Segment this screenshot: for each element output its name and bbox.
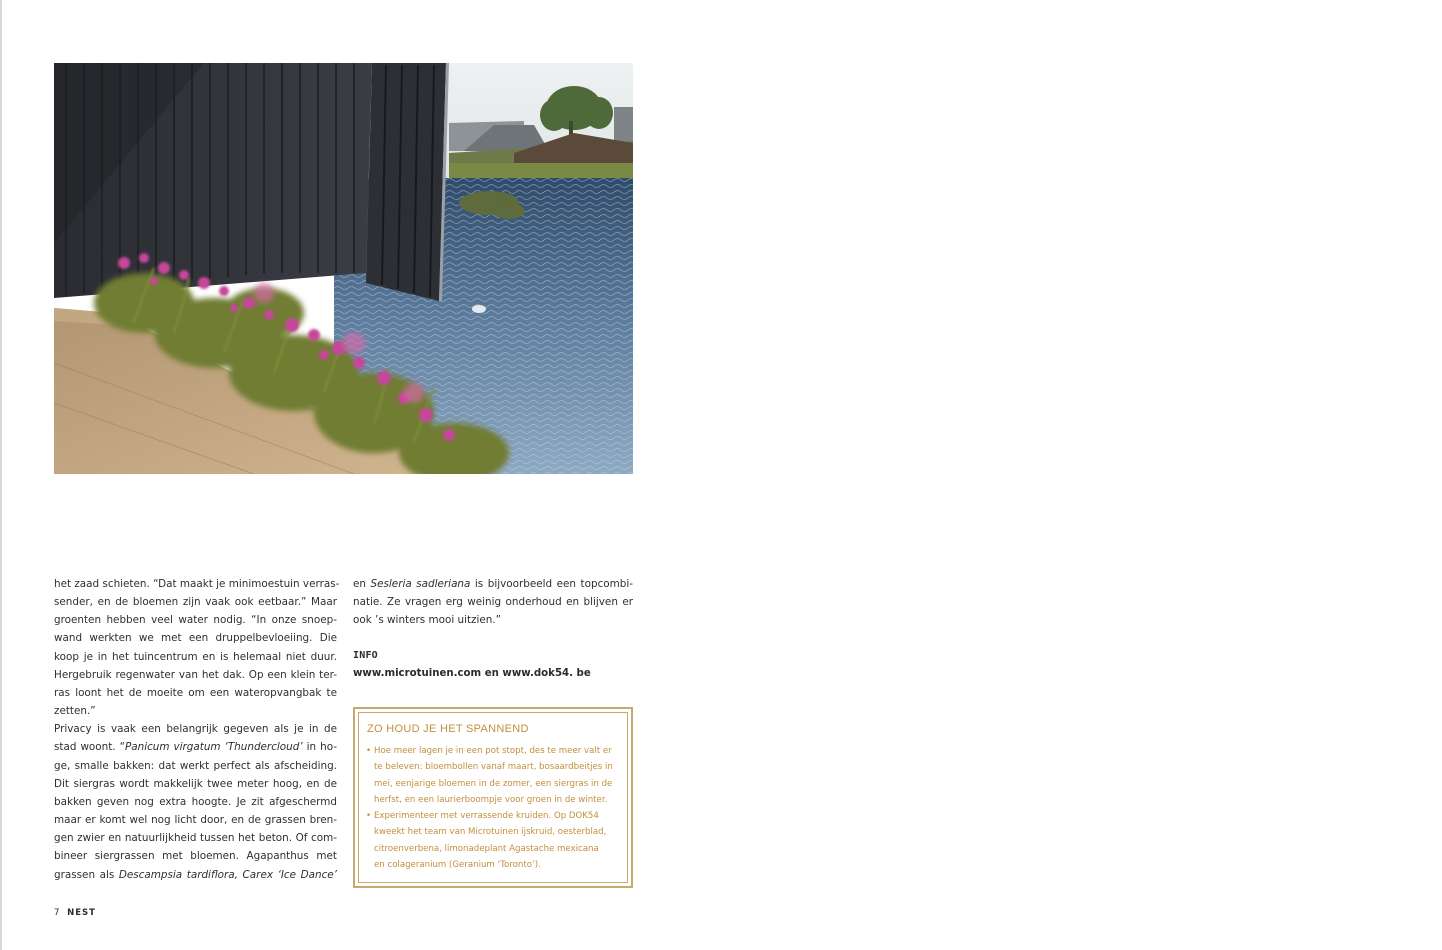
- column-left-line: wand werkten we met een druppelbevloeiing. Die: [54, 632, 337, 645]
- tip-item-line: Experimenteer met verrassende kruiden. Op DOK54: [374, 811, 599, 822]
- tip-item-line: te beleven: bloembollen vanaf maart, bosaardbeitjes in: [374, 762, 613, 773]
- tip-item-line: kweekt het team van Microtuinen ijskruid, oesterblad,: [374, 827, 607, 838]
- column-left-line: sender, en de bloemen zijn vaak ook eetbaar.” Maar: [54, 596, 337, 609]
- column-left-line: grassen als Descampsia tardiflora, Carex ‘Ice Dance’: [54, 868, 337, 881]
- photo-container-planter-water-icon: [54, 63, 633, 474]
- article-photo: [54, 63, 633, 474]
- column-left-line: bineer siergrassen met bloemen. Agapanthus met: [54, 850, 337, 863]
- tip-item: [365, 743, 627, 808]
- tip-box-title: ZO HOUD JE HET SPANNEND: [367, 723, 529, 735]
- magazine-name: NEST: [67, 908, 96, 918]
- article-column-right: [353, 575, 633, 629]
- column-left-line: ge, smalle bakken: dat werkt perfect als afscheiding.: [54, 759, 337, 772]
- column-left-line: Privacy is vaak een belangrijk gegeven als je in de: [54, 723, 337, 736]
- tip-item-line: citroenverbena, limonadeplant Agastache mexicana: [374, 843, 599, 854]
- bullet-icon: •: [366, 746, 372, 756]
- column-left-line: maar er komt wel nog licht door, en de grassen bren-: [54, 814, 337, 827]
- tip-item: [365, 808, 627, 873]
- column-left-line: bakken geven nog extra hoogte. Je zit afgeschermd: [54, 795, 337, 808]
- page-spine: [0, 0, 2, 950]
- page-number: 7: [54, 908, 60, 918]
- column-left-line: groenten hebben veel water nodig. “In onze snoep-: [54, 614, 337, 627]
- info-links: www.microtuinen.com en www.dok54. be: [353, 668, 591, 679]
- bullet-icon: •: [366, 811, 372, 822]
- tip-item-line: Hoe meer lagen je in een pot stopt, des te meer valt er: [374, 746, 612, 756]
- tip-box-inner-border: [358, 712, 628, 883]
- column-right-line: natie. Ze vragen erg weinig onderhoud en blijven er: [353, 596, 633, 609]
- info-heading: INFO: [353, 650, 378, 661]
- column-left-line: ras loont het de moeite om een wateropvangbak te: [54, 686, 337, 699]
- article-column-left: [54, 575, 340, 884]
- tip-item-line: en colageranium (Geranium ‘Toronto’).: [374, 860, 541, 871]
- column-left-line: zetten.”: [54, 705, 96, 718]
- tip-list: [365, 743, 627, 873]
- tip-item-line: mei, eenjarige bloemen in de zomer, een siergras in de: [374, 778, 613, 789]
- column-left-line: stad woont. “Panicum virgatum ‘Thundercloud’ in ho-: [54, 741, 337, 754]
- column-left-line: gen zwier en natuurlijkheid tussen het beton. Of com-: [54, 832, 337, 845]
- column-right-line: en Sesleria sadleriana is bijvoorbeeld een topcombi-: [353, 578, 633, 590]
- column-left-line: het zaad schieten. “Dat maakt je minimoestuin verras-: [54, 578, 340, 590]
- column-right-line: ook ’s winters mooi uitzien.”: [353, 614, 502, 627]
- column-left-line: koop je in het tuincentrum en is helemaal niet duur.: [54, 650, 337, 663]
- column-left-line: Hergebruik regenwater van het dak. Op een klein ter-: [54, 668, 337, 681]
- page-footer: [54, 908, 96, 918]
- column-left-line: Dit siergras wordt makkelijk twee meter hoog, en de: [54, 777, 337, 790]
- tip-item-line: herfst, en een laurierboompje voor groen in de winter.: [374, 794, 608, 805]
- tip-box: [353, 707, 633, 888]
